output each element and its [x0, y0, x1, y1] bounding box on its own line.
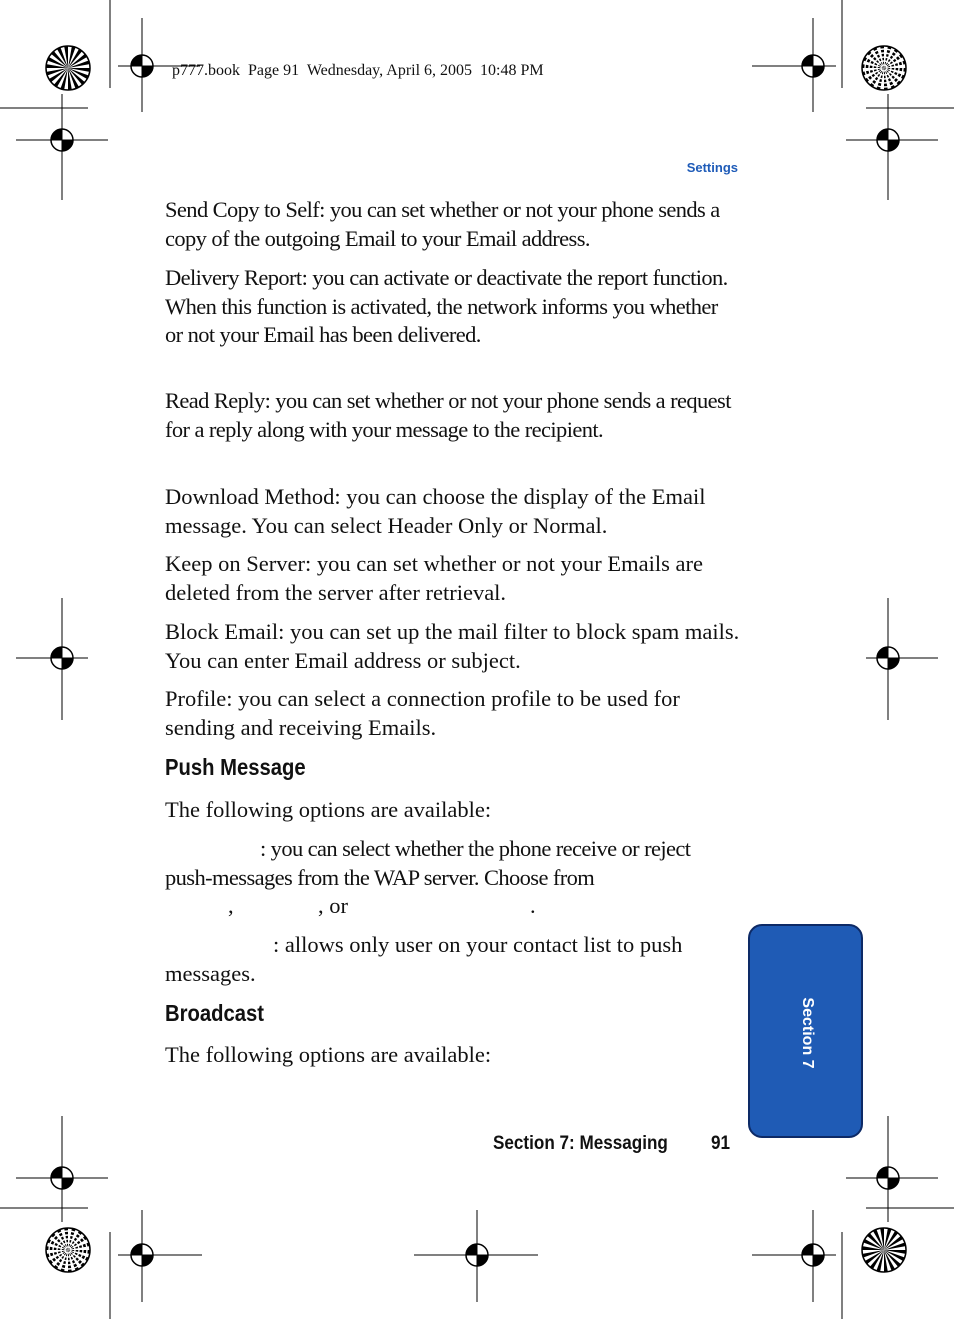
choice-separator-2: , or: [318, 893, 348, 918]
paragraph-download-method: Download Method: you can choose the display of the Email message. You can select Header Only or Normal.: [165, 484, 706, 538]
starburst-target: [862, 46, 906, 90]
starburst-target: [862, 1228, 906, 1272]
starburst-ray: [51, 51, 68, 68]
starburst-ray: [867, 1233, 884, 1250]
starburst-ray: [68, 68, 85, 85]
push-message-intro: The following options are available:: [165, 797, 492, 822]
paragraph-keep-on-server: Keep on Server: you can set whether or not your Emails are deleted from the server after retrieval.: [165, 551, 703, 605]
push-receive-choices: [165, 892, 585, 921]
push-contact-option: [165, 931, 740, 988]
paragraph-block-email: Block Email: you can set up the mail filter to block spam mails. You can enter Email address or subject.: [165, 619, 740, 673]
paragraph-read-reply: Read Reply: you can set whether or not your phone sends a request for a reply along with your message to the recipient.: [165, 388, 731, 442]
choice-separator-1: ,: [228, 893, 234, 918]
heading-broadcast: Broadcast: [165, 1000, 264, 1026]
header-file: p777.book: [172, 62, 240, 79]
choice-separator-3: .: [530, 893, 536, 918]
section-tab: [748, 924, 863, 1138]
running-head: Settings: [686, 160, 738, 175]
broadcast-intro: The following options are available:: [165, 1042, 492, 1067]
header-page-label: Page 91: [248, 62, 300, 79]
paragraph-profile: Profile: you can select a connection profile to be used for sending and receiving Emails.: [165, 686, 680, 740]
header-date: Wednesday, April 6, 2005: [306, 62, 473, 79]
push-contact-text: : allows only user on your contact list to push messages.: [165, 932, 683, 986]
push-receive-text: : you can select whether the phone receive or reject push-messages from the WAP server. Choose from: [165, 836, 691, 890]
starburst-target: [46, 1228, 90, 1272]
starburst-ray: [884, 1250, 901, 1267]
footer-page-number: 91: [711, 1133, 731, 1154]
paragraph-send-copy: Send Copy to Self: you can set whether or not your phone sends a copy of the outgoing Email to your Email address.: [165, 197, 720, 251]
section-tab-label: Section 7: [799, 997, 816, 1069]
starburst-target: [46, 46, 90, 90]
paragraph-delivery-report: Delivery Report: you can activate or deactivate the report function. When this function is activated, the network informs you whether or not your Email has been delivered.: [165, 265, 728, 347]
push-receive-option: [165, 835, 740, 892]
print-header: [172, 62, 544, 80]
heading-push-message: Push Message: [165, 754, 306, 780]
header-time: 10:48 PM: [480, 62, 544, 79]
footer-title: Section 7: Messaging: [493, 1133, 668, 1154]
